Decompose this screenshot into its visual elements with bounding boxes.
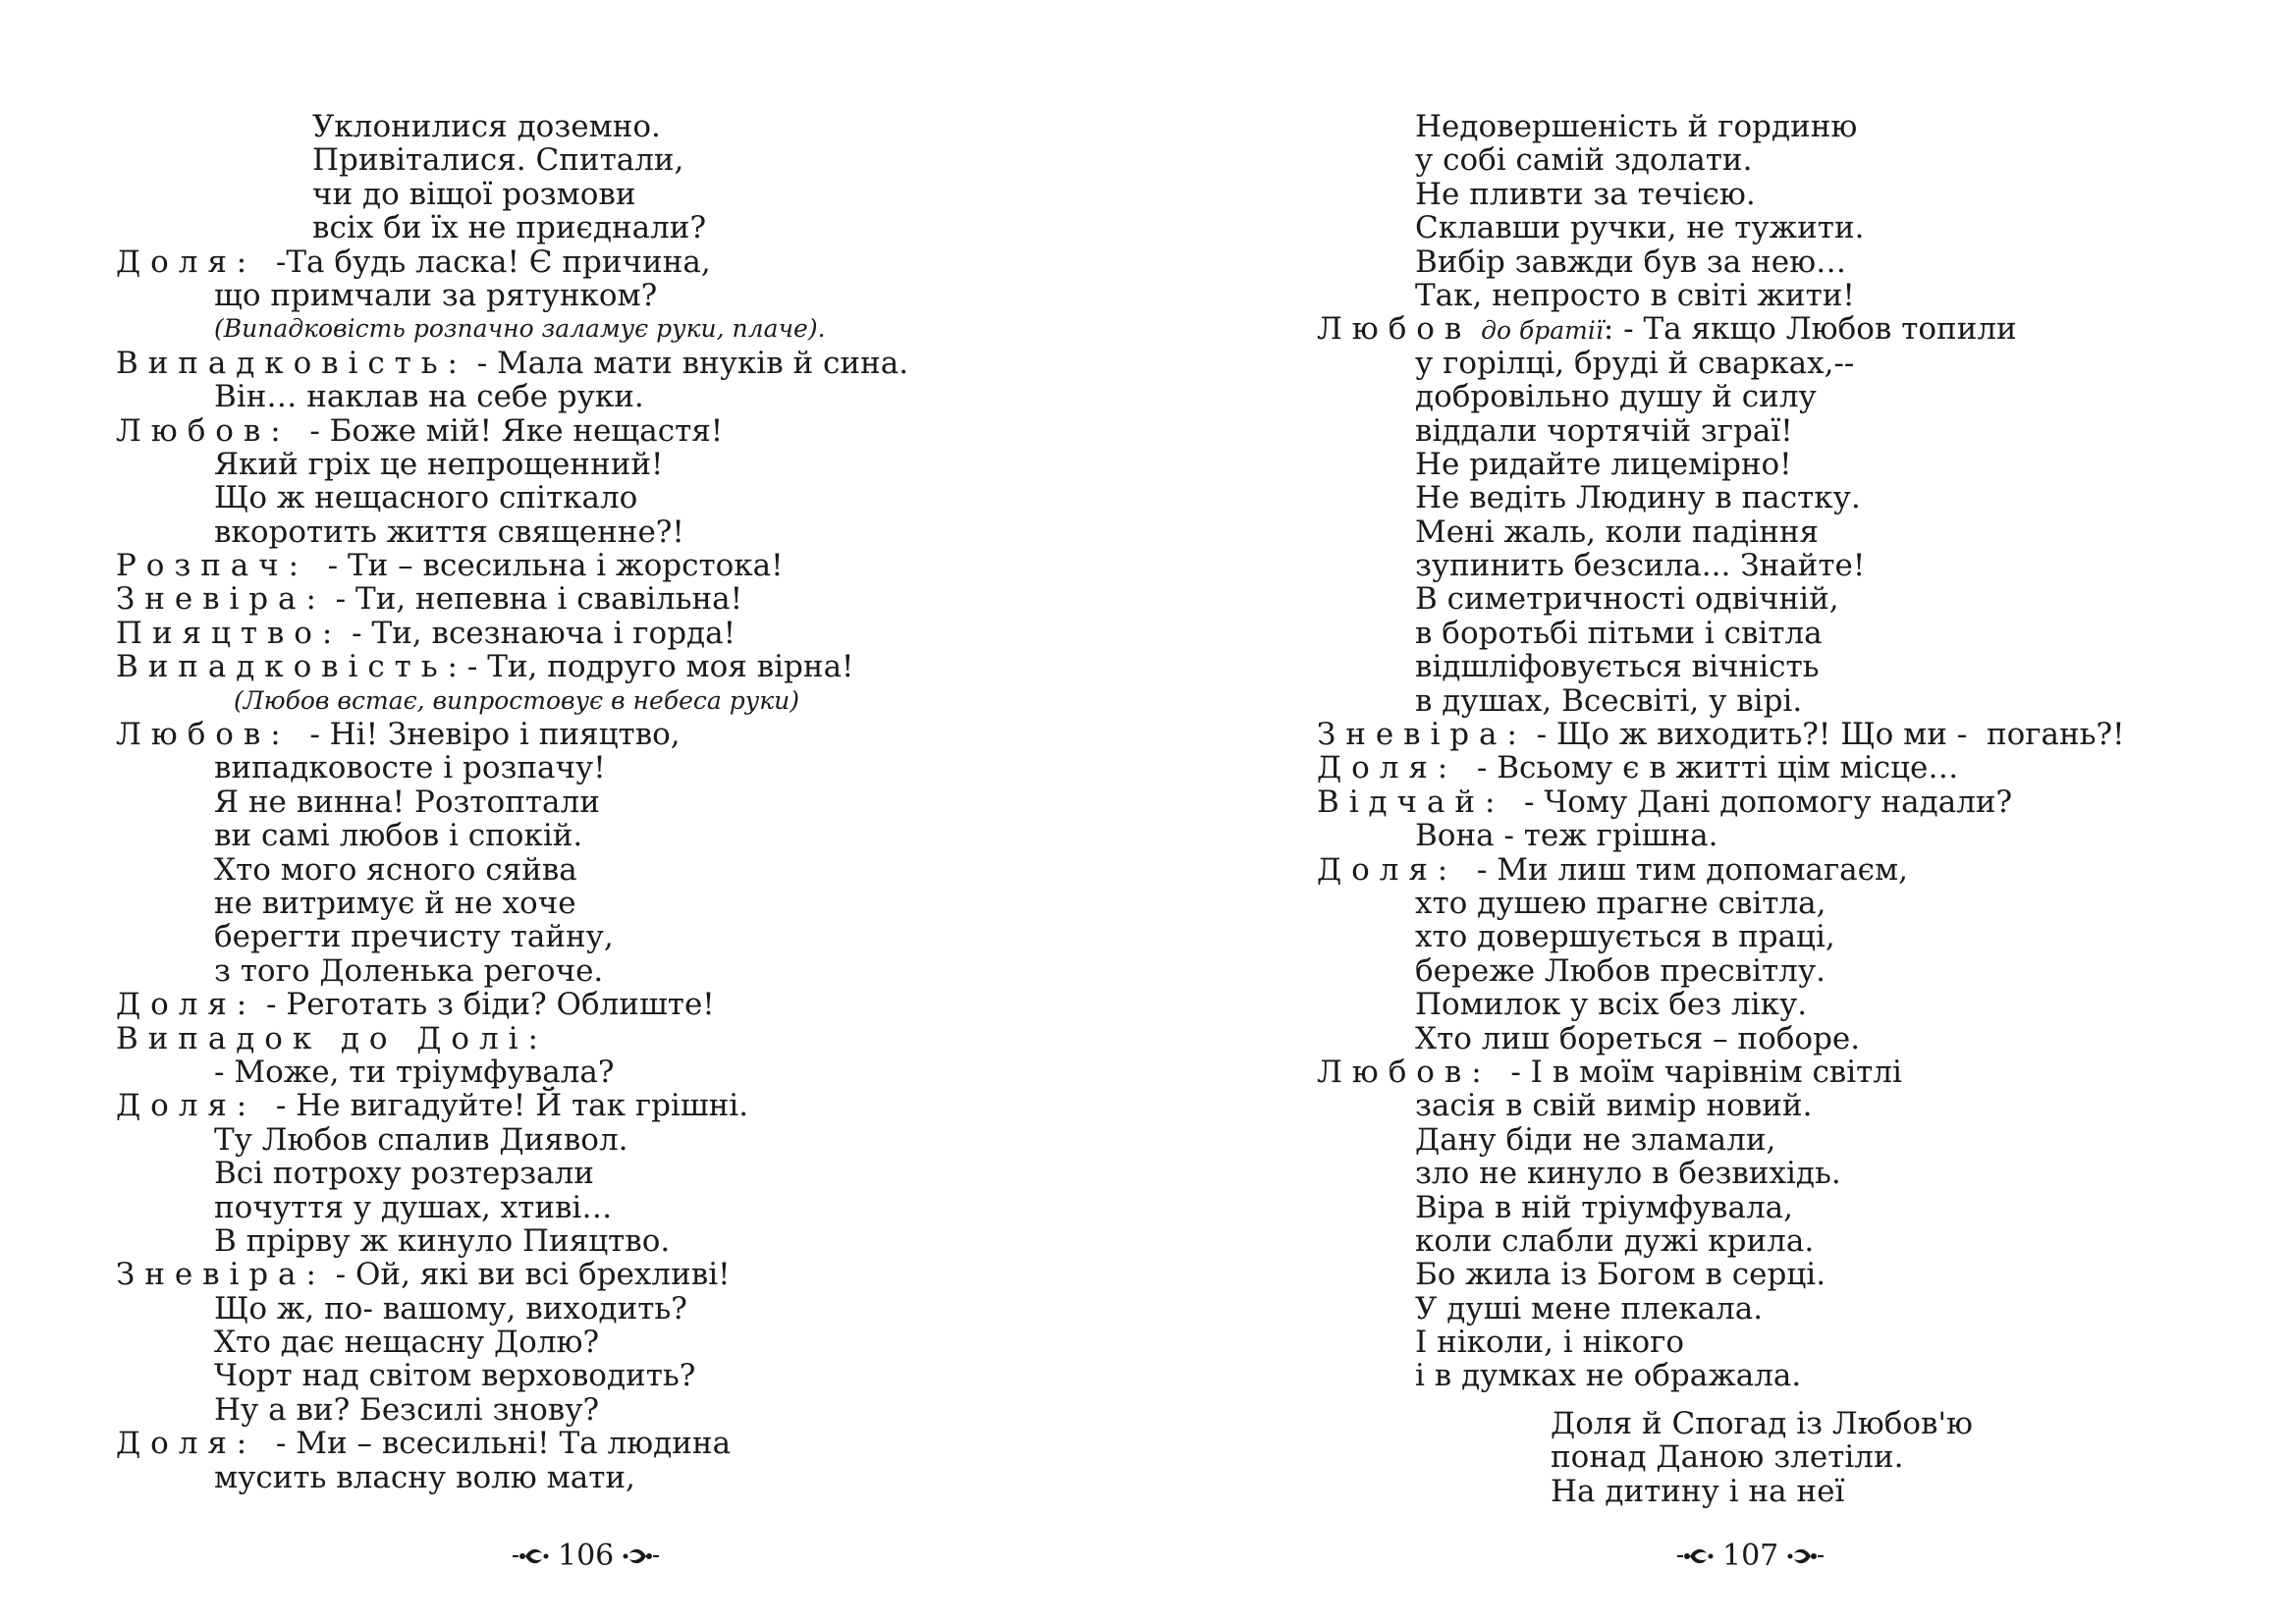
dialogue-line [1317,312,2125,346]
speech-text: - Чому Дані допомогу надали? [1504,784,2013,820]
verse-line: Хто дає нещасну Долю? [214,1325,600,1361]
dialogue-line [1317,785,2125,819]
verse-line: Так, непросто в світі жити! [1415,277,1855,313]
verse-line: ви самі любов і спокій. [214,818,583,854]
verse-line: зло не кинуло в безвихідь. [1415,1156,1841,1192]
verse-line: Вона - теж грішна. [1415,818,1718,854]
page-number: 107 [1722,1539,1779,1573]
verse-line: береже Любов пресвітлу. [1415,952,1826,989]
verse-line: Що ж нещасного спіткало [214,480,638,516]
verse-line: Вибір завжди був за нею… [1415,244,1847,280]
stage-direction: (Випадковість розпачно заламує руки, плаче). [214,314,826,344]
speech-text: - Ні! Зневіро і пияцтво, [290,717,681,753]
speech-text: - Що ж виходить?! Що ми - погань?! [1526,717,2125,753]
speech-text: - І в моїм чарівнім світлі [1491,1054,1902,1090]
right-page-text [1317,110,2125,1508]
verse-line: не витримує й не хоче [214,885,576,921]
speech-text: : - Та якщо Любов топили [1603,311,2017,348]
verse-line: Він… наклав на себе руки. [214,379,644,415]
verse-line: в боротьбі пітьми і світла [1415,615,1823,651]
dialogue-line [1317,853,2125,887]
verse-line: з того Доленька регоче. [214,952,604,989]
speaker-name: Любов: [1317,1054,1492,1090]
speaker-name: Випадок до Долі: [116,1020,548,1056]
speech-text: - Не вигадуйте! Й так грішні. [256,1088,749,1124]
dialogue-line [1317,751,2125,785]
verse-line: чи до віщої розмови [312,176,636,212]
dialogue-line [116,718,908,751]
dialogue-line [116,1089,908,1122]
verse-line: Бо жила із Богом в серці. [1415,1257,1826,1293]
verse-line: у горілці, бруді й сварках,-- [1415,345,1855,381]
dialogue-line [116,988,908,1021]
speech-text: - Ми лиш тим допомагаєм, [1457,851,1908,888]
speech-text: - Ой, які ви всі брехливі! [325,1257,731,1293]
verse-line: Що ж, по- вашому, виходить? [214,1290,687,1326]
verse-line: почуття у душах, хтиві… [214,1189,613,1225]
speaker-name: Зневіра: [116,581,326,618]
dialogue-line [116,245,908,279]
speaker-name: Доля: [116,1426,257,1462]
speaker-name: Любов: [116,717,291,753]
verse-line: вкоротить життя священне?! [214,514,684,550]
verse-line: берегти пречисту тайну, [214,919,614,955]
verse-line: Ну а ви? Безсилі знову? [214,1391,600,1428]
speech-text: - Всьому є в житті цім місце… [1457,750,1959,786]
verse-line: В симетричності одвічній, [1415,581,1839,618]
verse-line: засія в свій вимір новий. [1415,1088,1813,1124]
speech-text: - Ти, всезнаюча і горда! [342,615,736,651]
speaker-name: Любов [1317,311,1472,348]
speaker-name: Доля: [116,1088,257,1124]
speaker-name: Зневіра: [1317,717,1527,753]
verse-line: Привіталися. Спитали, [312,142,684,179]
verse-line: У душі мене плекала. [1415,1290,1764,1326]
speaker-name: Доля: [1317,851,1458,888]
verse-line: Хто мого ясного сяйва [214,851,577,888]
verse-line: понад Даною злетіли. [1551,1439,1904,1476]
verse-line: в душах, Всесвіті, у вірі. [1415,682,1803,719]
verse-line: Уклонилися доземно. [312,109,661,144]
dialogue-line [116,617,908,650]
verse-line: мусить власну волю мати, [214,1459,635,1495]
speaker-name: Відчай: [1317,784,1505,820]
dialogue-line [116,347,908,380]
speaker-name: Доля: [1317,750,1458,786]
speaker-name: Зневіра: [116,1257,326,1293]
verse-line: що примчали за рятунком? [214,277,658,313]
verse-line: Доля й Спогад із Любов'ю [1551,1405,1974,1441]
verse-line: відшліфовується вічність [1415,649,1820,685]
verse-line: і в думках не ображала. [1415,1358,1802,1394]
stage-direction: (Любов встає, випростовує в небеса руки) [234,685,800,715]
left-page-text [116,110,908,1494]
verse-line: В прірву ж кинуло Пияцтво. [214,1222,671,1259]
verse-line: випадковосте і розпачу! [214,750,606,786]
speech-text: - Мала мати внуків й сина. [466,345,909,381]
verse-line: Не ридайте лицемірно! [1415,446,1792,482]
verse-line: Ту Любов спалив Диявол. [214,1121,628,1158]
verse-line: На дитину і на неї [1551,1473,1845,1509]
verse-line: коли слабли дужі крила. [1415,1222,1815,1259]
verse-line: Чорт над світом верховодить? [214,1358,696,1394]
verse-line: Помилок у всіх без ліку. [1415,987,1808,1023]
verse-line: Недовершеність й гординю [1415,109,1858,144]
left-page-folio [511,1539,661,1573]
right-page-folio [1675,1539,1826,1573]
speaker-name: Випадковість: [116,345,467,381]
dialogue-line [116,1258,908,1291]
verse-line: І ніколи, і нікого [1415,1325,1685,1361]
verse-line: у собі самій здолати. [1415,142,1753,179]
speech-text: - Реготать з біди? Облиште! [256,987,715,1023]
verse-line: хто довершується в праці, [1415,919,1835,955]
verse-line: Склавши ручки, не тужити. [1415,210,1865,246]
dialogue-line [1317,1056,2125,1089]
verse-line: Не пливти за течією. [1415,176,1756,212]
speech-text: - Ти – всесильна і жорстока! [307,548,784,584]
speaker-name: Доля: [116,987,257,1023]
speech-text: - Ми – всесильні! Та людина [256,1426,732,1462]
fleuron-right-icon [1786,1545,1826,1567]
verse-line: віддали чортячій зграї! [1415,412,1793,449]
fleuron-left-icon [1675,1545,1715,1567]
fleuron-right-icon [622,1545,661,1567]
verse-line: зупинить безсила... Знайте! [1415,548,1866,584]
speech-text: - Боже мій! Яке нещастя! [290,412,724,449]
speaker-name: Розпач: [116,548,308,584]
right-page [1145,0,2289,1624]
dialogue-line [116,1427,908,1460]
verse-line: Віра в ній тріумфувала, [1415,1189,1794,1225]
verse-line: Мені жаль, коли падіння [1415,514,1820,550]
speaker-name: Доля: [116,244,257,280]
speaker-name: Випадковість: [116,649,467,685]
verse-line: Дану біди не зламали, [1415,1121,1776,1158]
speaker-name: Пияцтво: [116,615,343,651]
verse-line: всіх би їх не приєднали? [312,210,707,246]
dialogue-line [116,1022,908,1056]
verse-line: - Може, ти тріумфувала? [214,1054,615,1090]
left-page [0,0,1144,1624]
verse-line: добровільно душу й силу [1415,379,1817,415]
dialogue-line [116,582,908,616]
speech-text: - Ти, непевна і свавільна! [325,581,743,618]
verse-line: Всі потроху розтерзали [214,1156,594,1192]
dialogue-line [116,414,908,448]
addressee: до братії [1481,316,1604,346]
dialogue-line [116,549,908,582]
dialogue-line [116,650,908,683]
page-number: 106 [558,1539,615,1573]
speaker-name: Любов: [116,412,291,449]
dialogue-line [1317,718,2125,751]
speech-text: - Ти, подруго моя вірна! [466,649,854,685]
verse-line: Я не винна! Розтоптали [214,784,600,820]
fleuron-left-icon [511,1545,550,1567]
verse-line: Який гріх це непрощенний! [214,446,664,482]
verse-line: хто душею прагне світла, [1415,885,1826,921]
verse-line: Не ведіть Людину в пастку. [1415,480,1861,516]
speech-text: -Та будь ласка! Є причина, [256,244,711,280]
verse-line: Хто лиш бореться – поборе. [1415,1020,1861,1056]
